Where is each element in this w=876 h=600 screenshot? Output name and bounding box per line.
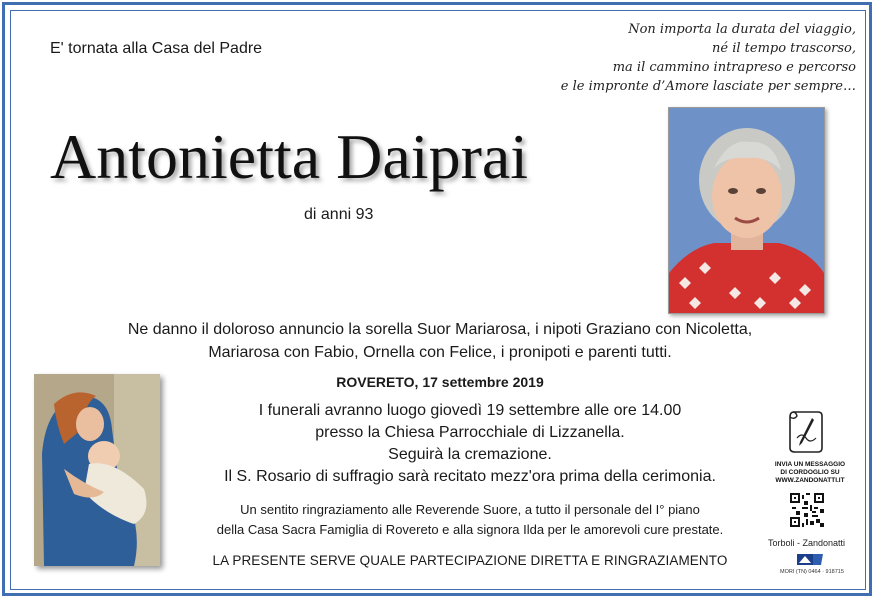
deceased-age: di anni 93 — [304, 206, 374, 223]
announcement-line: Ne danno il doloroso annuncio la sorella Suor Mariarosa, i nipoti Graziano con Nicoletta, — [127, 321, 753, 338]
condolence-line: INVIA UN MESSAGGIO — [774, 461, 846, 468]
poem-quote — [556, 20, 856, 96]
condolence-line: DI CORDOGLIO SU — [780, 469, 840, 476]
madonna-image — [34, 374, 160, 566]
qr-code-icon[interactable] — [790, 493, 824, 527]
funeral-line: I funerali avranno luogo giovedì 19 settembre alle ore 14.00 — [258, 402, 682, 419]
poem-line: e le impronte d’Amore lasciate per sempre… — [560, 79, 856, 94]
deceased-name: Antonietta Daiprai — [50, 121, 529, 192]
thanks-line: Un sentito ringraziamento alle Reverende Suore, a tutto il personale del I° piano — [240, 502, 700, 517]
announcement-line: Mariarosa con Fabio, Ornella con Felice, i pronipoti e parenti tutti. — [208, 344, 672, 361]
funeral-line: presso la Chiesa Parrocchiale di Lizzanella. — [315, 424, 625, 441]
funeral-details — [170, 400, 770, 488]
poem-line: né il tempo trascorso, — [712, 41, 856, 56]
condolence-link[interactable] — [766, 461, 854, 485]
closing-statement: LA PRESENTE SERVE QUALE PARTECIPAZIONE DIRETTA E RINGRAZIAMENTO — [212, 553, 728, 568]
portrait-photo — [668, 107, 825, 314]
funeral-line: Seguirà la cremazione. — [388, 446, 552, 463]
portrait-illustration — [669, 108, 824, 313]
poem-line: ma il cammino intrapreso e percorso — [612, 60, 856, 75]
condolence-line: WWW.ZANDONATTI.IT — [775, 477, 845, 484]
place-date: ROVERETO, 17 settembre 2019 — [336, 374, 544, 390]
funeral-line: Il S. Rosario di suffragio sarà recitato mezz'ora prima della cerimonia. — [224, 468, 716, 485]
scroll-pen-icon[interactable] — [788, 408, 826, 454]
agency-logo-icon — [795, 550, 835, 566]
agency-contact: MORI (TN) 0464 · 918715 — [780, 569, 844, 575]
thanks-line: della Casa Sacra Famiglia di Rovereto e alla signora Ilda per le amorevoli cure prestate. — [216, 522, 724, 537]
madonna-illustration — [34, 374, 160, 566]
agency-name: Torboli - Zandonatti — [768, 538, 846, 548]
poem-line: Non importa la durata del viaggio, — [628, 22, 856, 37]
announcement — [120, 318, 760, 364]
thanks-message — [150, 500, 790, 540]
intro-text: E' tornata alla Casa del Padre — [50, 40, 263, 57]
